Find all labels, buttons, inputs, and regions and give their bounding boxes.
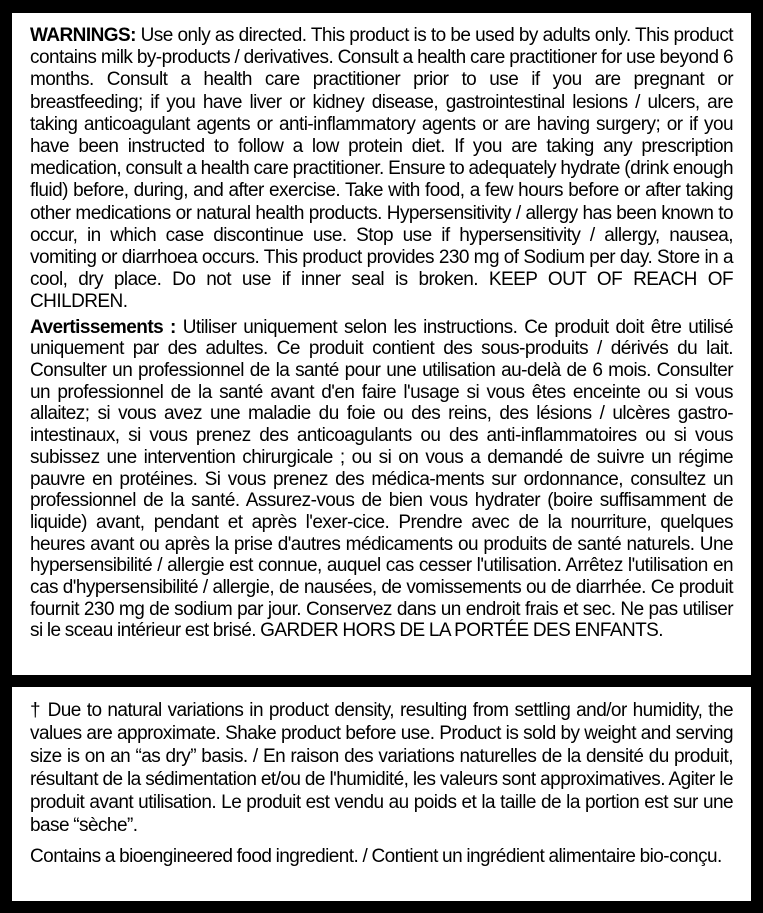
density-footnote: † Due to natural variations in product density, resulting from settling and/or humidity, the values are approximate. Shake product before use. Product is sold by weight and serving size is on an “as dry” basis. / En raison des variations naturelles de la densité du produit, résultant de la sédimentation et/ou de l'humidité, les valeurs sont approximatives. Agiter le produit avant utilisation. Le produit est vendu au poids et la taille de la portion est sur une base “sèche”. <box>30 700 733 836</box>
avertissements-heading: Avertissements : <box>30 316 176 338</box>
warnings-body: Use only as directed. This product is to be used by adults only. This product contains milk by-products / derivatives. Consult a health care practitioner for use beyond 6 months. Consult a health care practitioner prior to use if you are pregnant or breastfeeding; if you have liver or kidney disease, gastrointestinal lesions / ulcers, are taking anticoagulant agents or anti-inflammatory agents or are having surgery; or if you have been instructed to follow a low protein diet. If you are taking any prescription medication, consult a health care practitioner. Ensure to adequately hydrate (drink enough fluid) before, during, and after exercise. Take with food, a few hours before or after taking other medications or natural health products. Hypersensitivity / allergy has been known to occur, in which case discontinue use. Stop use if hypersensitivity / allergy, nausea, vomiting or diarrhoea occurs. This product provides 230 mg of Sodium per day. Store in a cool, dry place. Do not use if inner seal is broken. KEEP OUT OF REACH OF CHILDREN. <box>30 25 733 313</box>
warnings-panel <box>12 13 751 675</box>
warnings-heading: WARNINGS: <box>30 25 136 46</box>
warnings-french <box>30 317 733 643</box>
notes-panel <box>12 687 751 901</box>
bioengineered-statement: Contains a bioengineered food ingredient. / Contient un ingrédient alimentaire bio-conçu. <box>30 846 722 867</box>
avertissements-body: Utiliser uniquement selon les instructions. Ce produit doit être utilisé uniquement par des adultes. Ce produit contient des sous-produits / dérivés du lait. Consulter un professionnel de la santé pour une utilisation au-delà de 6 mois. Consulter un professionnel de la santé avant d'en faire l'usage si vous êtes enceinte ou si vous allaitez; si vous avez une maladie du foie ou des reins, des lésions / ulcères gastro-intestinaux, si vous prenez des anticoagulants ou des anti-inflammatoires ou si vous subissez une intervention chirurgicale ; ou si on vous a demandé de suivre un régime pauvre en protéines. Si vous prenez des médica-ments sur ordonnance, consultez un professionnel de la santé. Assurez-vous de bien vous hydrater (boire suffisamment de liquide) avant, pendant et après l'exer-cice. Prendre avec de la nourriture, quelques heures avant ou après la prise d'autres médicaments ou produits de santé naturels. Une hypersensibilité / allergie est connue, auquel cas cesser l'utilisation. Arrêtez l'utilisation en cas d'hypersensibilité / allergie, de nausées, de vomissements ou de diarrhée. Ce produit fournit 230 mg de sodium par jour. Conservez dans un endroit frais et sec. Ne pas utiliser si le sceau intérieur est brisé. GARDER HORS DE LA PORTÉE DES ENFANTS. <box>30 316 733 642</box>
warnings-english <box>30 25 733 314</box>
